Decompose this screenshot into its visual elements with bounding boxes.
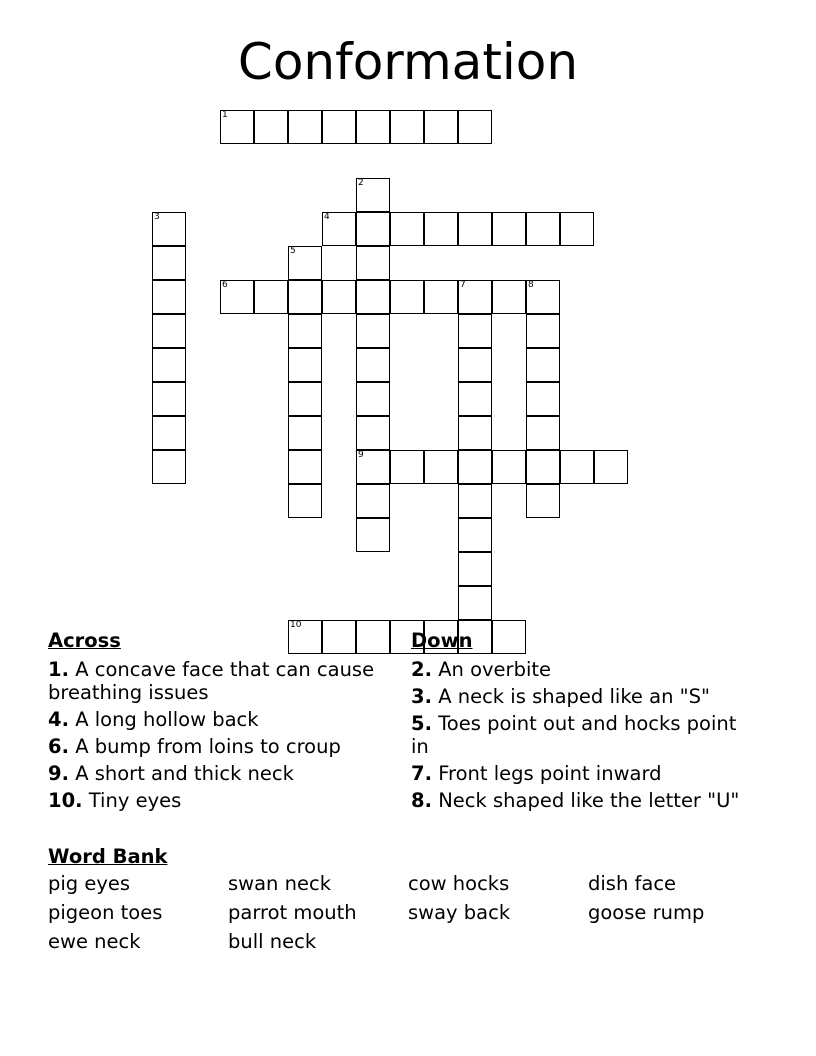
- grid-cell[interactable]: [356, 416, 390, 450]
- grid-cell[interactable]: [152, 450, 186, 484]
- clue-number: 1.: [48, 658, 69, 681]
- clue-number: 5.: [411, 712, 432, 735]
- grid-cell[interactable]: [356, 110, 390, 144]
- clue-number: 2.: [411, 658, 432, 681]
- word-bank-list: [48, 872, 768, 954]
- grid-cell[interactable]: [288, 280, 322, 314]
- grid-cell[interactable]: [152, 280, 186, 314]
- grid-cell[interactable]: [424, 450, 458, 484]
- grid-cell[interactable]: [152, 314, 186, 348]
- grid-cell[interactable]: [424, 280, 458, 314]
- grid-cell[interactable]: [220, 110, 254, 144]
- clue-number: 10.: [48, 789, 83, 812]
- cell-number: 9: [358, 450, 364, 460]
- grid-cell[interactable]: [560, 212, 594, 246]
- grid-cell[interactable]: [492, 280, 526, 314]
- grid-cell[interactable]: [152, 348, 186, 382]
- grid-cell[interactable]: [526, 348, 560, 382]
- cell-number: 7: [460, 280, 466, 290]
- clue-number: 7.: [411, 762, 432, 785]
- grid-cell[interactable]: [220, 280, 254, 314]
- word-bank-heading: Word Bank: [48, 845, 168, 868]
- grid-cell[interactable]: [356, 178, 390, 212]
- cell-number: 1: [222, 110, 228, 120]
- grid-cell[interactable]: [390, 212, 424, 246]
- grid-cell[interactable]: [526, 280, 560, 314]
- grid-cell[interactable]: [458, 450, 492, 484]
- grid-cell[interactable]: [458, 110, 492, 144]
- cell-number: 4: [324, 212, 330, 222]
- grid-cell[interactable]: [526, 484, 560, 518]
- word-bank-item: ewe neck: [48, 930, 141, 953]
- grid-cell[interactable]: [594, 450, 628, 484]
- grid-cell[interactable]: [356, 382, 390, 416]
- grid-cell[interactable]: [458, 348, 492, 382]
- grid-cell[interactable]: [152, 212, 186, 246]
- grid-cell[interactable]: [458, 416, 492, 450]
- grid-cell[interactable]: [356, 484, 390, 518]
- grid-cell[interactable]: [390, 280, 424, 314]
- grid-cell[interactable]: [356, 314, 390, 348]
- word-bank-item: bull neck: [228, 930, 317, 953]
- clue-across-1: [48, 658, 378, 704]
- grid-cell[interactable]: [356, 212, 390, 246]
- cell-number: 5: [290, 246, 296, 256]
- word-bank-item: swan neck: [228, 872, 331, 895]
- grid-cell[interactable]: [458, 586, 492, 620]
- clue-text: A concave face that can cause breathing issues: [48, 658, 375, 704]
- cell-number: 8: [528, 280, 534, 290]
- clue-across-6: [48, 735, 378, 758]
- word-bank: [48, 844, 768, 954]
- grid-cell[interactable]: [458, 552, 492, 586]
- clue-number: 6.: [48, 735, 69, 758]
- cell-number: 6: [222, 280, 228, 290]
- cell-number: 10: [290, 620, 302, 630]
- grid-cell[interactable]: [458, 518, 492, 552]
- clue-down-3: [411, 685, 751, 708]
- word-bank-item: dish face: [588, 872, 677, 895]
- clue-text: A long hollow back: [75, 708, 259, 731]
- grid-cell[interactable]: [458, 314, 492, 348]
- grid-cell[interactable]: [526, 212, 560, 246]
- grid-cell[interactable]: [322, 280, 356, 314]
- grid-cell[interactable]: [322, 110, 356, 144]
- clue-down-8: [411, 789, 751, 812]
- clue-text: A short and thick neck: [75, 762, 294, 785]
- down-clues: [411, 628, 751, 816]
- down-heading: Down: [411, 629, 473, 652]
- grid-cell[interactable]: [560, 450, 594, 484]
- grid-cell[interactable]: [288, 450, 322, 484]
- clue-text: Tiny eyes: [88, 789, 182, 812]
- clue-number: 9.: [48, 762, 69, 785]
- grid-cell[interactable]: [526, 416, 560, 450]
- across-clues: [48, 628, 378, 816]
- word-bank-item: sway back: [408, 901, 511, 924]
- clue-text: A neck is shaped like an "S": [438, 685, 710, 708]
- word-bank-item: pigeon toes: [48, 901, 163, 924]
- grid-cell[interactable]: [356, 450, 390, 484]
- grid-cell[interactable]: [356, 246, 390, 280]
- grid-cell[interactable]: [288, 110, 322, 144]
- cell-number: 3: [154, 212, 160, 222]
- grid-cell[interactable]: [390, 450, 424, 484]
- clue-across-9: [48, 762, 378, 785]
- grid-cell[interactable]: [356, 348, 390, 382]
- grid-cell[interactable]: [288, 484, 322, 518]
- word-bank-item: cow hocks: [408, 872, 510, 895]
- grid-cell[interactable]: [458, 280, 492, 314]
- clue-text: Toes point out and hocks point in: [411, 712, 737, 758]
- grid-cell[interactable]: [254, 280, 288, 314]
- grid-cell[interactable]: [356, 280, 390, 314]
- grid-cell[interactable]: [254, 110, 288, 144]
- grid-cell[interactable]: [492, 212, 526, 246]
- grid-cell[interactable]: [288, 416, 322, 450]
- grid-cell[interactable]: [526, 450, 560, 484]
- word-bank-item: pig eyes: [48, 872, 131, 895]
- clue-text: Neck shaped like the letter "U": [438, 789, 740, 812]
- grid-cell[interactable]: [458, 212, 492, 246]
- grid-cell[interactable]: [152, 246, 186, 280]
- clue-down-7: [411, 762, 751, 785]
- grid-cell[interactable]: [288, 314, 322, 348]
- grid-cell[interactable]: [390, 110, 424, 144]
- cell-number: 2: [358, 178, 364, 188]
- clue-across-4: [48, 708, 378, 731]
- clue-down-2: [411, 658, 751, 681]
- grid-cell[interactable]: [458, 382, 492, 416]
- grid-cell[interactable]: [458, 484, 492, 518]
- grid-cell[interactable]: [424, 110, 458, 144]
- clue-across-10: [48, 789, 378, 812]
- clue-number: 3.: [411, 685, 432, 708]
- grid-cell[interactable]: [526, 382, 560, 416]
- grid-cell[interactable]: [152, 416, 186, 450]
- grid-cell[interactable]: [424, 212, 458, 246]
- clue-number: 8.: [411, 789, 432, 812]
- word-bank-item: goose rump: [588, 901, 705, 924]
- clue-text: Front legs point inward: [438, 762, 662, 785]
- grid-cell[interactable]: [152, 382, 186, 416]
- clue-text: An overbite: [438, 658, 552, 681]
- grid-cell[interactable]: [526, 314, 560, 348]
- across-heading: Across: [48, 629, 121, 652]
- grid-cell[interactable]: [492, 450, 526, 484]
- grid-cell[interactable]: [356, 518, 390, 552]
- clue-text: A bump from loins to croup: [75, 735, 341, 758]
- grid-cell[interactable]: [288, 348, 322, 382]
- grid-cell[interactable]: [322, 212, 356, 246]
- puzzle-title: Conformation: [237, 33, 579, 91]
- word-bank-item: parrot mouth: [228, 901, 357, 924]
- grid-cell[interactable]: [288, 246, 322, 280]
- clue-down-5: [411, 712, 751, 758]
- clue-number: 4.: [48, 708, 69, 731]
- grid-cell[interactable]: [288, 382, 322, 416]
